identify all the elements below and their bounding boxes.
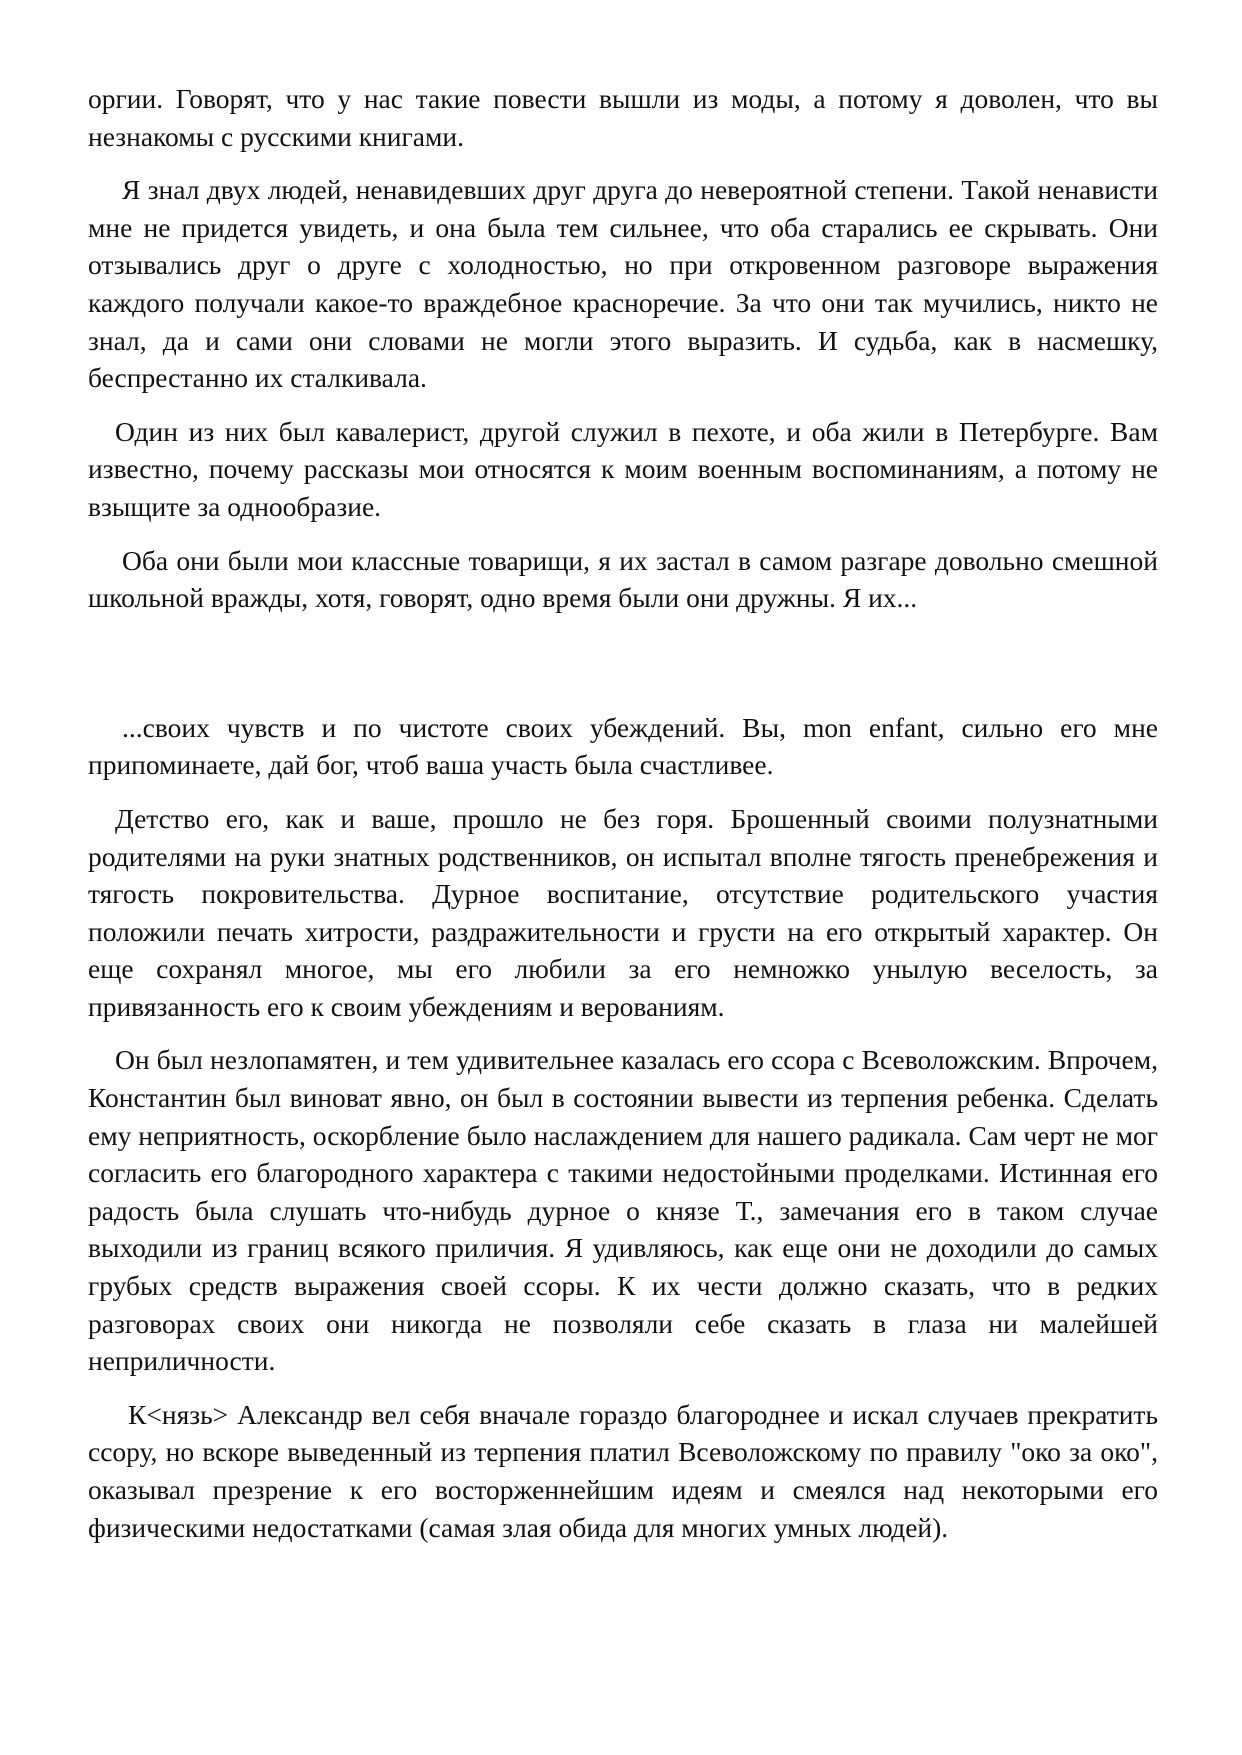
paragraph-7: Он был незлопамятен, и тем удивительнее казалась его ссора с Всеволожским. Впрочем, Константин был виноват явно, он был в состоянии вывести из терпения ребенка. Сделать ему неприятность, оскорбление было наслаждением для нашего радикала. Сам черт не мог согласить его благородного характера с такими недостойными проделками. Истинная его радость была слушать что-нибудь дурное о князе Т., замечания его в таком случае выходили из границ всякого приличия. Я удивляюсь, как еще они не доходили до самых грубых средств выражения своей ссоры. К их чести должно сказать, что в редких разговорах своих они никогда не позволяли себе сказать в глаза ни малейшей неприличности. [88, 1044, 1158, 1377]
section-break [88, 633, 1158, 709]
paragraph-6: Детство его, как и ваше, прошло не без горя. Брошенный своими полузнатными родителями на руки знатных родственников, он испытал вполне тягость пренебрежения и тягость покровительства. Дурное воспитание, отсутствие родительского участия положили печать хитрости, раздражительности и грусти на его открытый характер. Он еще сохранял многое, мы его любили за его немножко унылую веселость, за привязанность его к своим убеждениям и верованиям. [88, 802, 1158, 1022]
paragraph-1: оргии. Говорят, что у нас такие повести вышли из моды, а потому я доволен, что вы незнакомы с русскими книгами. [88, 83, 1158, 152]
paragraph-4: Оба они были мои классные товарищи, я их застал в самом разгаре довольно смешной школьной вражды, хотя, говорят, одно время были они дружны. Я их... [88, 544, 1158, 614]
paragraph-2: Я знал двух людей, ненавидевших друг друга до невероятной степени. Такой ненависти мне не придется увидеть, и она была тем сильнее, что оба старались ее скрывать. Они отзывались друг о друге с холодностью, но при откровенном разговоре выражения каждого получали какое-то враждебное красноречие. За что они так мучились, никто не знал, да и сами они словами не могли этого выразить. И судьба, как в насмешку, беспрестанно их сталкивала. [88, 174, 1158, 394]
document-page [88, 80, 1158, 1562]
paragraph-8: К<нязь> Александр вел себя вначале гораздо благороднее и искал случаев прекратить ссору, но вскоре выведенный из терпения платил Всеволожскому по правилу "око за око", оказывал презрение к его восторженнейшим идеям и смеялся над некоторыми его физическими недостатками (самая злая обида для многих умных людей). [88, 1398, 1158, 1543]
paragraph-5: ...своих чувств и по чистоте своих убеждений. Вы, mon enfant, сильно его мне припоминаете, дай бог, чтоб ваша участь была счастливее. [88, 711, 1158, 781]
paragraph-3: Один из них был кавалерист, другой служил в пехоте, и оба жили в Петербурге. Вам известно, почему рассказы мои относятся к моим военным воспоминаниям, а потому не взыщите за однообразие. [88, 415, 1158, 522]
